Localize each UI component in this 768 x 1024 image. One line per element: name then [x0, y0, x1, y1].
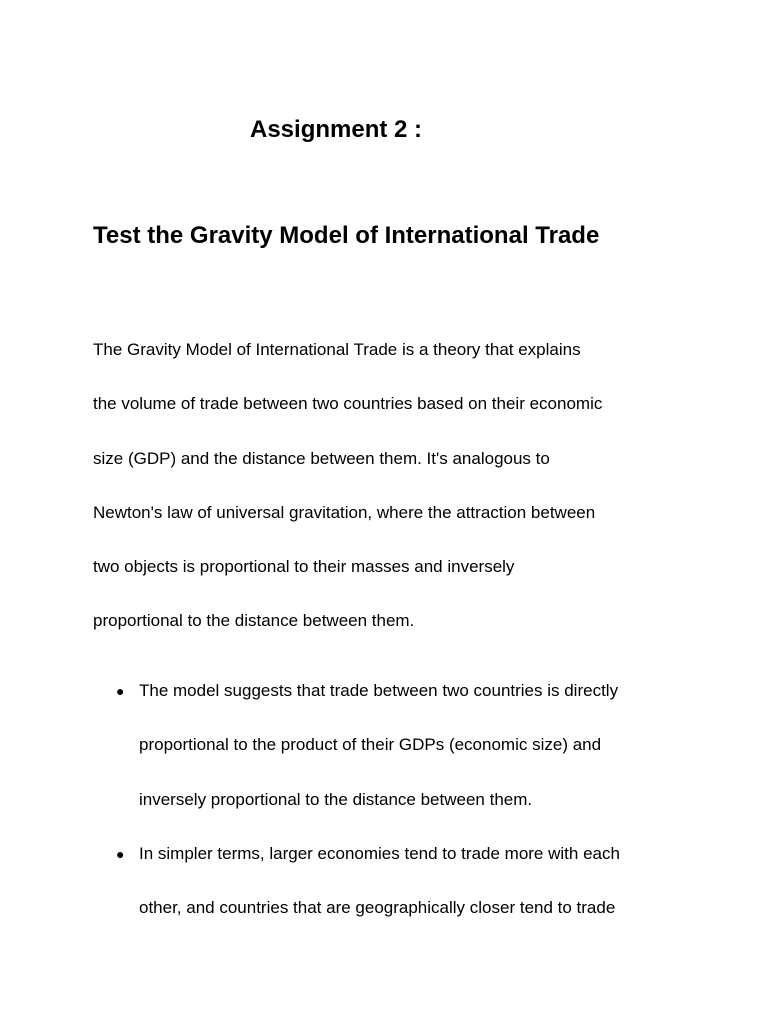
bullet-icon: ●	[116, 845, 125, 862]
list-item	[0, 827, 620, 936]
bullet-line: inversely proportional to the distance between them.	[139, 789, 533, 809]
bullet-list	[0, 664, 620, 935]
bullet-line: The model suggests that trade between two countries is directly	[139, 681, 619, 700]
document-title: Assignment 2 :	[250, 116, 423, 143]
paragraph-line: two objects is proportional to their masses and inversely	[93, 557, 515, 577]
bullet-line: other, and countries that are geographically closer tend to trade	[139, 898, 616, 918]
bullet-icon: ●	[116, 683, 125, 699]
paragraph-line: proportional to the distance between them.	[93, 611, 415, 631]
paragraph-line: The Gravity Model of International Trade is a theory that explains	[93, 340, 581, 359]
bullet-text	[139, 664, 620, 827]
intro-paragraph	[93, 323, 602, 649]
document-heading: Test the Gravity Model of International Trade	[93, 222, 600, 249]
paragraph-line: Newton's law of universal gravitation, where the attraction between	[93, 502, 596, 522]
list-item	[0, 664, 620, 827]
paragraph-line: the volume of trade between two countries based on their economic	[93, 394, 603, 414]
bullet-text	[139, 827, 620, 936]
bullet-line: proportional to the product of their GDPs (economic size) and	[139, 735, 602, 755]
paragraph-line: size (GDP) and the distance between them. It's analogous to	[93, 448, 550, 468]
bullet-line: In simpler terms, larger economies tend to trade more with each	[139, 843, 620, 863]
